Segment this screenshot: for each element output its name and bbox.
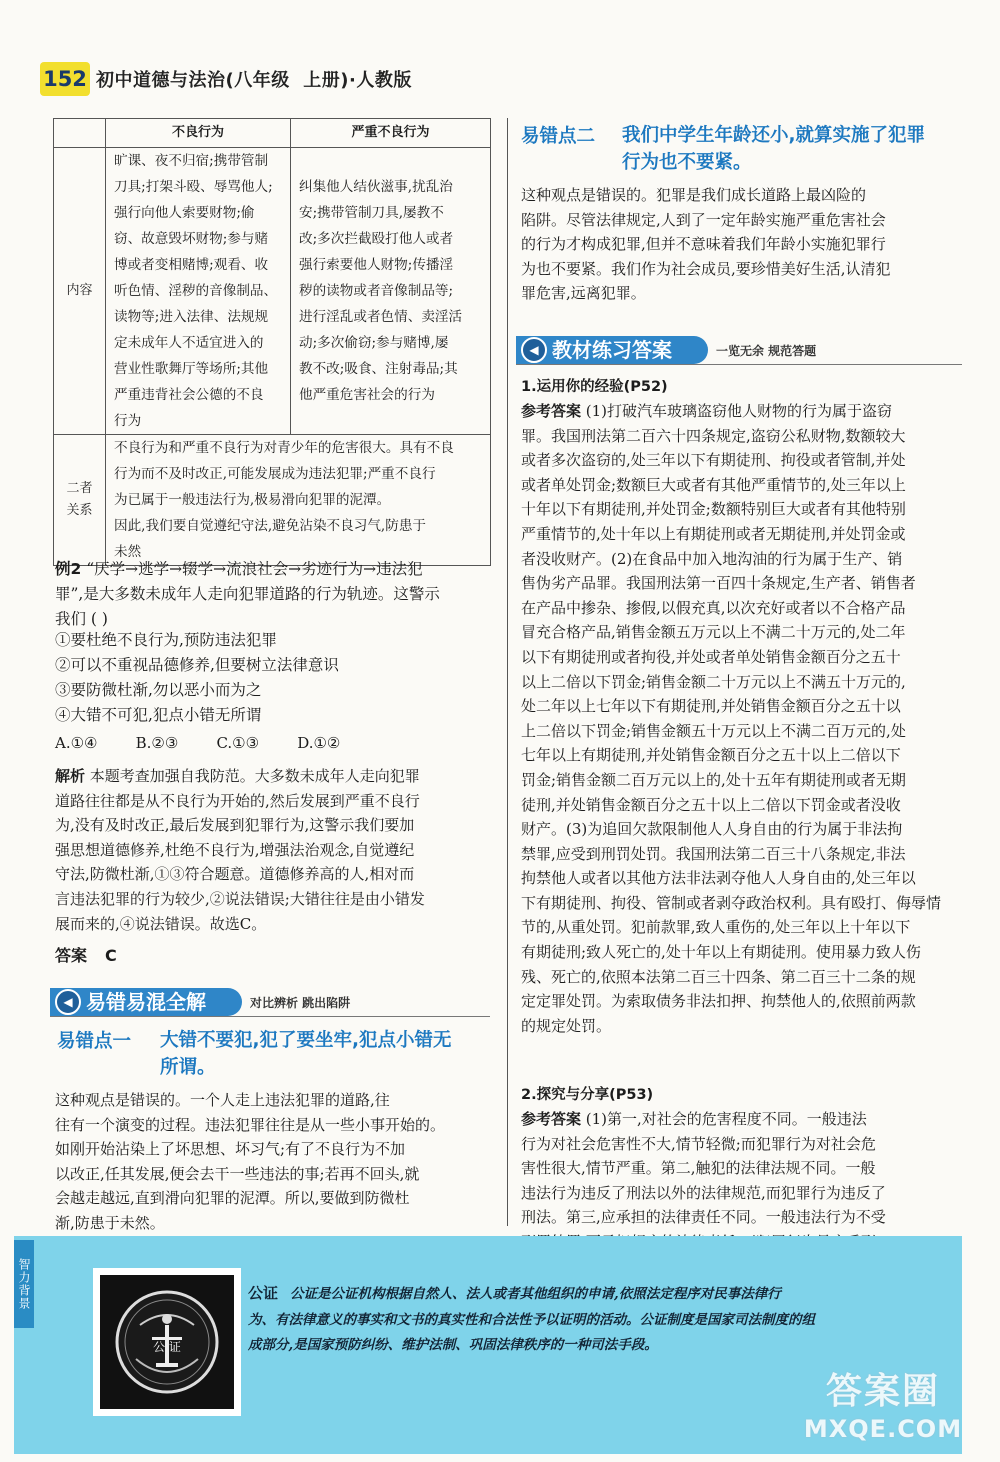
watermark [788,1370,978,1460]
megaphone-icon: ◀ [55,989,81,1015]
col-header-serious-bad-behavior: 严重不良行为 [291,119,491,148]
analysis-label: 解析 [55,767,86,785]
row-label-relation: 二者 关系 [54,435,106,566]
option-item: ②可以不重视品德修养,但要树立法律意识 [55,656,339,674]
answer-line [55,943,117,966]
mistake-1-body: 这种观点是错误的。一个人走上违法犯罪的道路,往 往有一个演变的过程。违法犯罪往往是从一些小事开始的。 如刚开始沾染上了坏思想、坏习气;有了不良行为不加 以改正,任其发展,便会去干一些违法的事;若再不回头,就 会越走越远,直到滑向犯罪的泥潭。所以,要做到防微杜 渐,防患于未然。 [55,1091,446,1232]
analysis-block [55,764,495,936]
table-header-row [54,119,491,148]
section-subtitle-mistakes: 对比辨析 跳出陷阱 [250,996,351,1010]
cell-relation: 不良行为和严重不良行为对青少年的危害很大。具有不良 行为而不及时改正,可能发展成为违法犯罪;严重不良行 为已属于一般违法行为,极易滑向犯罪的泥潭。 因此,我们要自觉遵纪守法,避免沾染不良习气,防患于 未然 [106,435,491,566]
example-stem-text: “厌学→逃学→辍学→流浪社会→劣迹行为→违法犯 罪”,是大多数未成年人走向犯罪道路的行为轨迹。这警示 我们 ( ) [55,560,440,628]
answer-value: C [105,946,117,965]
option-item: ④大错不可犯,犯点小错无所谓 [55,706,262,724]
reference-answer-text: (1)第一,对社会的危害程度不同。一般违法 行为对社会危害性不大,情节轻微;而犯罪行为对社会危 害性很大,情节严重。第二,触犯的法律法规不同。一般 违法行为违反了刑法以外的法律规范,而犯罪行为违反了 刑法。第三,应承担的法律责任不同。一般违法行为不受 [521,1110,886,1227]
book-title: 初中道德与法治(八年级 上册)·人教版 [96,70,412,91]
option-item: ①要杜绝不良行为,预防违法犯罪 [55,631,277,649]
megaphone-icon: ◀ [521,337,547,363]
question-1-title: 1.运用你的经验(P52) [521,379,668,395]
divider [50,1016,490,1017]
cell-serious-bad-behavior: 纠集他人结伙滋事,扰乱治 安;携带管制刀具,屡教不 改;多次拦截殴打他人或者 强行索要他人财物;传播淫 秽的读物或者音像制品等; 进行淫乱或者色情、卖淫活 动;多次偷窃;参与赌博,屡 教不改;吸食、注射毒品;其 他严重危害社会的行为 [291,148,491,435]
seal-text: 公 证 [153,1340,181,1354]
reference-answer-text: (1)打破汽车玻璃盗窃他人财物的行为属于盗窃 罪。我国刑法第二百六十四条规定,盗窃公私财物,数额较大 或者多次盗窃的,处三年以下有期徒刑、拘役或者管制,并处 或者单处罚金;数额巨大或者有其他严重情节的,处三年以上 十年以下有期徒刑,并处罚金;数额特别巨大或者有其他特别 严重情节的,处十年以上有期徒刑或者无期徒刑,并处罚金或 者没收财产。(2)在食品中加入地沟油的行为属于生产、销 售伪劣产品罪。我国刑法第一百四十条规定,生产者、销售者 在产品中掺杂、掺假,以假充真,以次充好或者以不合格产品 冒充合格产品,销售金额五万元以上不满二十万元的,处二年 以下有期徒刑或者拘役,并处或者单处销售金额百分之五十 以上二倍以下罚金;销售金额二十万元以上不满五十万元的, 处二年以上七年以下有期徒刑,并处销售金额百分之五十以 上二倍以下罚金;销售金额五十万元以上不满二百万元的,处 七年以上有期徒刑,并处销售金额百分之五十以上二倍以下 罚金;销售金额二百万元以上的,处十五年有期徒刑或者无期 徒刑,并处销售金额百分之五十以上二倍以下罚金或者没收 财产。(3)为追回欠款限制他人人身自由的行为属于非法拘 禁罪,应受到刑罚处罚。我国刑法第二百三十八条规定,非法 拘禁他人或者以其他方法非法剥夺他人人身自由的,处三年以 下有期徒刑、拘役、管制或者剥夺政治权利。具有殴打、侮辱情 节的,从重处罚。犯前款罪,致人重伤的,处三年以上十年以下 有期徒刑;致人死亡的,处十年以上有期徒刑。使用暴力致人伤 残、死亡的,依照本法第二百三十四条、第二百三十二条的规 定定罪处罚。为索取债务非法扣押、拘禁他人的,依照前两款 的规定处罚。 [521,402,942,1035]
notary-emblem-icon [100,1275,234,1409]
side-tag: 智力背景 [14,1240,34,1328]
example-label: 例2 [55,560,82,578]
section-title-mistakes: 易错易混全解 [86,990,206,1014]
analysis-text: 本题考查加强自我防范。大多数未成年人走向犯罪 道路往往都是从不良行为开始的,然后发展到严重不良行 为,没有及时改正,最后发展到犯罪行为,这警示我们要加 强思想道德修养,杜绝不良行为,增强法治观念,自觉遵纪 守法,防微杜渐,①③符合题意。道德修养高的人,相对而 言违法犯罪的行为较少,②说法错误;大错往往是由小错发 展而来的,④说法错误。故选C。 [55,767,425,933]
notarization-text: 公证是公证机构根据自然人、法人或者其他组织的申请,依照法定程序对民事法律行 为、有法律意义的事实和文书的真实性和合法性予以证明的活动。公证制度是国家司法制度的组 成部分,是国家预防纠纷、维护法制、巩固法律秩序的一种司法手段。 [248,1286,815,1353]
col-header-bad-behavior: 不良行为 [106,119,291,148]
mistake-1-title: 大错不要犯,犯了要坐牢,犯点小错无 所谓。 [160,1030,452,1078]
divider [516,364,962,365]
mistake-2-label: 易错点二 [521,126,596,147]
mistake-2-title: 我们中学生年龄还小,就算实施了犯罪 行为也不要紧。 [622,125,926,173]
question-2-answer [521,1107,966,1255]
example-2-stem [55,557,495,632]
table-corner-cell [54,119,106,148]
section-title-answers: 教材练习答案 [552,338,672,362]
mistake-1-label: 易错点一 [57,1031,132,1052]
watermark-logo-text: 答案圈 [825,1371,940,1412]
option-item: ③要防微杜渐,勿以恶小而为之 [55,681,262,699]
reference-answer-label: 参考答案 [521,402,582,420]
section-subtitle-answers: 一览无余 规范答题 [716,344,817,358]
cell-bad-behavior: 旷课、夜不归宿;携带管制 刀具;打架斗殴、辱骂他人; 强行向他人索要财物;偷 窃、故意毁坏财物;参与赌 博或者变相赌博;观看、收 听色情、淫秽的音像制品、 读物等;进入法律、法规规 定未成年人不适宜进入的 营业性歌舞厅等场所;其他 严重违背社会公德的不良 行为 [106,148,291,435]
question-1-answer [521,399,966,1038]
mistake-2-body: 这种观点是错误的。犯罪是我们成长道路上最凶险的 陷阱。尽管法律规定,人到了一定年龄实施严重危害社会 的行为才构成犯罪,但并不意味着我们年龄小实施犯罪行 为也不要紧。我们作为社会成员,要珍惜美好生活,认清犯 罪危害,远离犯罪。 [521,186,891,303]
column-divider [507,118,508,1226]
behavior-comparison-table [53,118,491,566]
answer-label: 答案 [55,946,88,965]
table-row [54,435,491,566]
notary-seal-image [100,1275,234,1409]
row-label-content: 内容 [54,148,106,435]
question-2-title: 2.探究与分享(P53) [521,1087,654,1103]
table-row [54,148,491,435]
reference-answer-label: 参考答案 [521,1110,582,1128]
example-options [55,628,495,728]
watermark-url: MXQE.COM [803,1415,963,1443]
answer-choices: A.①④ B.②③ C.①③ D.①② [55,734,341,752]
notarization-label: 公证 [248,1284,279,1302]
notarization-description [248,1281,954,1359]
page-number: 152 [40,62,90,96]
